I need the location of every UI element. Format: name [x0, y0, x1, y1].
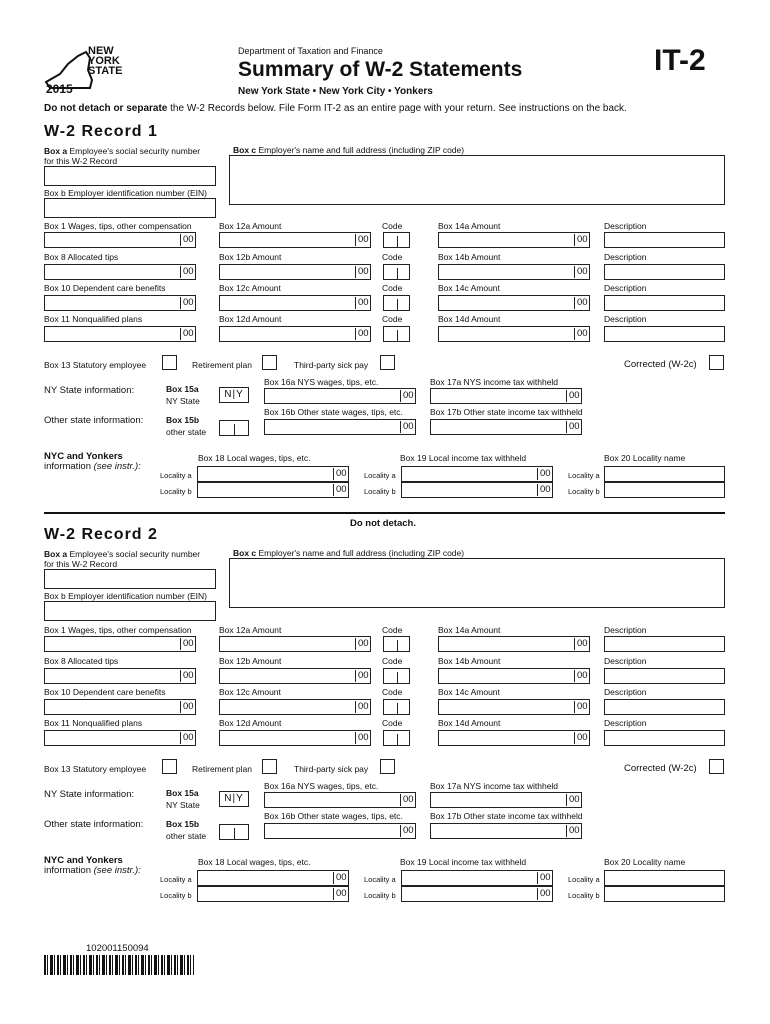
box8-field[interactable]: 00	[44, 668, 196, 684]
page-title: Summary of W-2 Statements	[238, 58, 523, 81]
barcode-icon	[44, 955, 194, 975]
box16a-field[interactable]: 00	[264, 792, 416, 808]
description-label: Description	[604, 718, 647, 728]
box19-locality-a-field[interactable]: 00	[401, 466, 553, 482]
ny-state-code: N|Y	[219, 791, 249, 807]
ny-state-label: NY State	[166, 396, 200, 406]
retirement-plan-checkbox[interactable]	[262, 355, 277, 370]
department-name: Department of Taxation and Finance	[238, 46, 383, 56]
sick-pay-label: Third-party sick pay	[294, 360, 369, 370]
other-info-label: Other state information:	[44, 415, 144, 426]
box10-field[interactable]: 00	[44, 295, 196, 311]
box11-field[interactable]: 00	[44, 326, 196, 342]
box10-field[interactable]: 00	[44, 699, 196, 715]
box16a-label: Box 16a NYS wages, tips, etc.	[264, 781, 379, 791]
box8-label: Box 8 Allocated tips	[44, 252, 119, 262]
box14a-field[interactable]: 00	[438, 636, 590, 652]
record-title: W-2 Record 1	[44, 123, 158, 140]
box-a-label: Box a Employee's social security number	[44, 146, 201, 156]
locality-b-label: Locality b	[364, 487, 396, 496]
box14a-description-field[interactable]	[604, 636, 725, 652]
box12a-field[interactable]: 00	[219, 232, 371, 248]
box14b-label: Box 14b Amount	[438, 252, 501, 262]
box14c-label: Box 14c Amount	[438, 687, 500, 697]
box17b-label: Box 17b Other state income tax withheld	[430, 811, 583, 821]
box12a-label: Box 12a Amount	[219, 221, 282, 231]
box14d-description-field[interactable]	[604, 730, 725, 746]
description-label: Description	[604, 687, 647, 697]
description-label: Description	[604, 283, 647, 293]
box12b-label: Box 12b Amount	[219, 252, 282, 262]
box12d-label: Box 12d Amount	[219, 314, 282, 324]
box15a-label: Box 15a	[166, 384, 199, 394]
box12c-label: Box 12c Amount	[219, 687, 281, 697]
code-label: Code	[382, 625, 403, 635]
box14b-label: Box 14b Amount	[438, 656, 501, 666]
detach-notice-text: the W-2 Records below. File Form IT-2 as an entire page with your return. See instructions on the back.	[167, 103, 627, 114]
box17a-field[interactable]: 00	[430, 388, 582, 404]
locality-b-label: Locality b	[160, 487, 192, 496]
box19-locality-b-field[interactable]: 00	[401, 886, 553, 902]
box18-locality-a-field[interactable]: 00	[197, 870, 349, 886]
box17a-label: Box 17a NYS income tax withheld	[430, 781, 559, 791]
box12d-code-field[interactable]	[383, 326, 410, 342]
box12d-field[interactable]: 00	[219, 326, 371, 342]
locality-b-label: Locality b	[568, 487, 600, 496]
logo-line3: STATE	[88, 65, 123, 77]
statutory-employee-checkbox[interactable]	[162, 759, 177, 774]
box11-label: Box 11 Nonqualified plans	[44, 718, 143, 728]
box16b-label: Box 16b Other state wages, tips, etc.	[264, 811, 403, 821]
box-c-label: Box c Employer's name and full address (including ZIP code)	[233, 548, 465, 558]
retirement-label: Retirement plan	[192, 360, 253, 370]
locality-b-label: Locality b	[364, 891, 396, 900]
code-label: Code	[382, 656, 403, 666]
box18-label: Box 18 Local wages, tips, etc.	[198, 453, 311, 463]
sick-pay-checkbox[interactable]	[380, 759, 395, 774]
box15b-label: Box 15b	[166, 819, 200, 829]
w2-record-2	[0, 404, 770, 904]
box14a-field[interactable]: 00	[438, 232, 590, 248]
employer-address-field[interactable]	[229, 558, 725, 608]
box1-field[interactable]: 00	[44, 232, 196, 248]
box13-label: Box 13 Statutory employee	[44, 360, 147, 370]
description-label: Description	[604, 221, 647, 231]
box-a-label: Box a Employee's social security number	[44, 549, 201, 559]
box16b-field[interactable]: 00	[264, 823, 416, 839]
detach-notice-bold: Do not detach or separate	[44, 103, 168, 114]
box12a-code-field[interactable]	[383, 636, 410, 652]
box12b-code-field[interactable]	[383, 668, 410, 684]
box12d-code-field[interactable]	[383, 730, 410, 746]
box12a-label: Box 12a Amount	[219, 625, 282, 635]
box12c-code-field[interactable]	[383, 295, 410, 311]
ssn-field[interactable]	[44, 166, 216, 186]
box-c-label: Box c Employer's name and full address (including ZIP code)	[233, 145, 465, 155]
box8-field[interactable]: 00	[44, 264, 196, 280]
box14a-description-field[interactable]	[604, 232, 725, 248]
corrected-label: Corrected (W-2c)	[624, 763, 697, 774]
box14b-description-field[interactable]	[604, 668, 725, 684]
box20-locality-b-field[interactable]	[604, 886, 725, 902]
box14d-description-field[interactable]	[604, 326, 725, 342]
box1-field[interactable]: 00	[44, 636, 196, 652]
box10-label: Box 10 Dependent care benefits	[44, 687, 166, 697]
box19-label: Box 19 Local income tax withheld	[400, 453, 527, 463]
box14d-field[interactable]: 00	[438, 326, 590, 342]
box14a-label: Box 14a Amount	[438, 221, 501, 231]
box14c-description-field[interactable]	[604, 295, 725, 311]
box14c-label: Box 14c Amount	[438, 283, 500, 293]
box16b-field[interactable]: 00	[264, 419, 416, 435]
logo-line2: YORK	[88, 55, 120, 67]
box12a-field[interactable]: 00	[219, 636, 371, 652]
box16b-label: Box 16b Other state wages, tips, etc.	[264, 407, 403, 417]
box-b-label: Box b Employer identification number (EIN)	[44, 591, 207, 601]
box12b-label: Box 12b Amount	[219, 656, 282, 666]
box14d-label: Box 14d Amount	[438, 314, 501, 324]
box18-locality-b-field[interactable]: 00	[197, 482, 349, 498]
box12d-field[interactable]: 00	[219, 730, 371, 746]
code-label: Code	[382, 283, 403, 293]
code-label: Code	[382, 687, 403, 697]
box17a-field[interactable]: 00	[430, 792, 582, 808]
box12b-field[interactable]: 00	[219, 668, 371, 684]
box11-field[interactable]: 00	[44, 730, 196, 746]
box14b-field[interactable]: 00	[438, 264, 590, 280]
nyc-info-label-2: information (see instr.):	[44, 461, 141, 472]
box19-locality-b-field[interactable]: 00	[401, 482, 553, 498]
box18-locality-b-field[interactable]: 00	[197, 886, 349, 902]
locality-a-label: Locality a	[364, 875, 396, 884]
box1-label: Box 1 Wages, tips, other compensation	[44, 625, 192, 635]
box19-locality-a-field[interactable]: 00	[401, 870, 553, 886]
box19-label: Box 19 Local income tax withheld	[400, 857, 527, 867]
corrected-checkbox[interactable]	[709, 759, 724, 774]
locality-b-label: Locality b	[160, 891, 192, 900]
box12a-code-field[interactable]	[383, 232, 410, 248]
code-label: Code	[382, 718, 403, 728]
box-b-label: Box b Employer identification number (EIN)	[44, 188, 207, 198]
box14a-label: Box 14a Amount	[438, 625, 501, 635]
box-a-label-2: for this W-2 Record	[44, 559, 118, 569]
ny-state-label: NY State	[166, 800, 200, 810]
box16a-label: Box 16a NYS wages, tips, etc.	[264, 377, 379, 387]
code-label: Code	[382, 314, 403, 324]
other-state-label: other state	[166, 831, 207, 841]
box15a-label: Box 15a	[166, 788, 199, 798]
box8-label: Box 8 Allocated tips	[44, 656, 119, 666]
nyc-info-label-2: information (see instr.):	[44, 865, 141, 876]
box18-locality-a-field[interactable]: 00	[197, 466, 349, 482]
sick-pay-label: Third-party sick pay	[294, 764, 369, 774]
corrected-checkbox[interactable]	[709, 355, 724, 370]
box17a-label: Box 17a NYS income tax withheld	[430, 377, 559, 387]
box14c-field[interactable]: 00	[438, 295, 590, 311]
box17b-field[interactable]: 00	[430, 419, 582, 435]
nyc-info-label: NYC and Yonkers	[44, 855, 123, 866]
logo-line1: NEW	[88, 45, 114, 57]
box14b-field[interactable]: 00	[438, 668, 590, 684]
locality-a-label: Locality a	[364, 471, 396, 480]
ein-field[interactable]	[44, 198, 216, 218]
box-a-label-2: for this W-2 Record	[44, 156, 118, 166]
box12c-code-field[interactable]	[383, 699, 410, 715]
other-info-label: Other state information:	[44, 819, 144, 830]
box20-label: Box 20 Locality name	[604, 857, 686, 867]
description-label: Description	[604, 252, 647, 262]
box12b-code-field[interactable]	[383, 264, 410, 280]
box12d-label: Box 12d Amount	[219, 718, 282, 728]
description-label: Description	[604, 314, 647, 324]
locality-a-label: Locality a	[568, 875, 600, 884]
form-id: IT-2	[654, 44, 706, 77]
box14d-field[interactable]: 00	[438, 730, 590, 746]
box17b-label: Box 17b Other state income tax withheld	[430, 407, 583, 417]
box11-label: Box 11 Nonqualified plans	[44, 314, 143, 324]
locality-a-label: Locality a	[568, 471, 600, 480]
locality-a-label: Locality a	[160, 471, 192, 480]
box14b-description-field[interactable]	[604, 264, 725, 280]
retirement-plan-checkbox[interactable]	[262, 759, 277, 774]
box14c-field[interactable]: 00	[438, 699, 590, 715]
barcode-number: 102001150094	[86, 943, 149, 954]
box16a-field[interactable]: 00	[264, 388, 416, 404]
locality-a-label: Locality a	[160, 875, 192, 884]
other-state-code-field[interactable]	[219, 824, 249, 840]
box20-label: Box 20 Locality name	[604, 453, 686, 463]
box10-label: Box 10 Dependent care benefits	[44, 283, 166, 293]
box12c-label: Box 12c Amount	[219, 283, 281, 293]
ny-state-code: N|Y	[219, 387, 249, 403]
retirement-label: Retirement plan	[192, 764, 253, 774]
do-not-detach-label: Do not detach.	[350, 518, 416, 529]
box17b-field[interactable]: 00	[430, 823, 582, 839]
ssn-field[interactable]	[44, 569, 216, 589]
ny-info-label: NY State information:	[44, 789, 135, 800]
statutory-employee-checkbox[interactable]	[162, 355, 177, 370]
box13-label: Box 13 Statutory employee	[44, 764, 147, 774]
description-label: Description	[604, 625, 647, 635]
sick-pay-checkbox[interactable]	[380, 355, 395, 370]
box14c-description-field[interactable]	[604, 699, 725, 715]
other-state-label: other state	[166, 427, 207, 437]
box15b-label: Box 15b	[166, 415, 200, 425]
corrected-label: Corrected (W-2c)	[624, 359, 697, 370]
code-label: Code	[382, 221, 403, 231]
code-label: Code	[382, 252, 403, 262]
form-year: 2015	[46, 82, 73, 96]
description-label: Description	[604, 656, 647, 666]
employer-address-field[interactable]	[229, 155, 725, 205]
nyc-info-label: NYC and Yonkers	[44, 451, 123, 462]
box20-locality-a-field[interactable]	[604, 870, 725, 886]
box18-label: Box 18 Local wages, tips, etc.	[198, 857, 311, 867]
box14d-label: Box 14d Amount	[438, 718, 501, 728]
locality-b-label: Locality b	[568, 891, 600, 900]
ny-info-label: NY State information:	[44, 385, 135, 396]
box12c-field[interactable]: 00	[219, 295, 371, 311]
box12b-field[interactable]: 00	[219, 264, 371, 280]
box12c-field[interactable]: 00	[219, 699, 371, 715]
record-title: W-2 Record 2	[44, 526, 158, 543]
ein-field[interactable]	[44, 601, 216, 621]
page-subtitle: New York State • New York City • Yonkers	[238, 86, 433, 97]
box1-label: Box 1 Wages, tips, other compensation	[44, 221, 192, 231]
